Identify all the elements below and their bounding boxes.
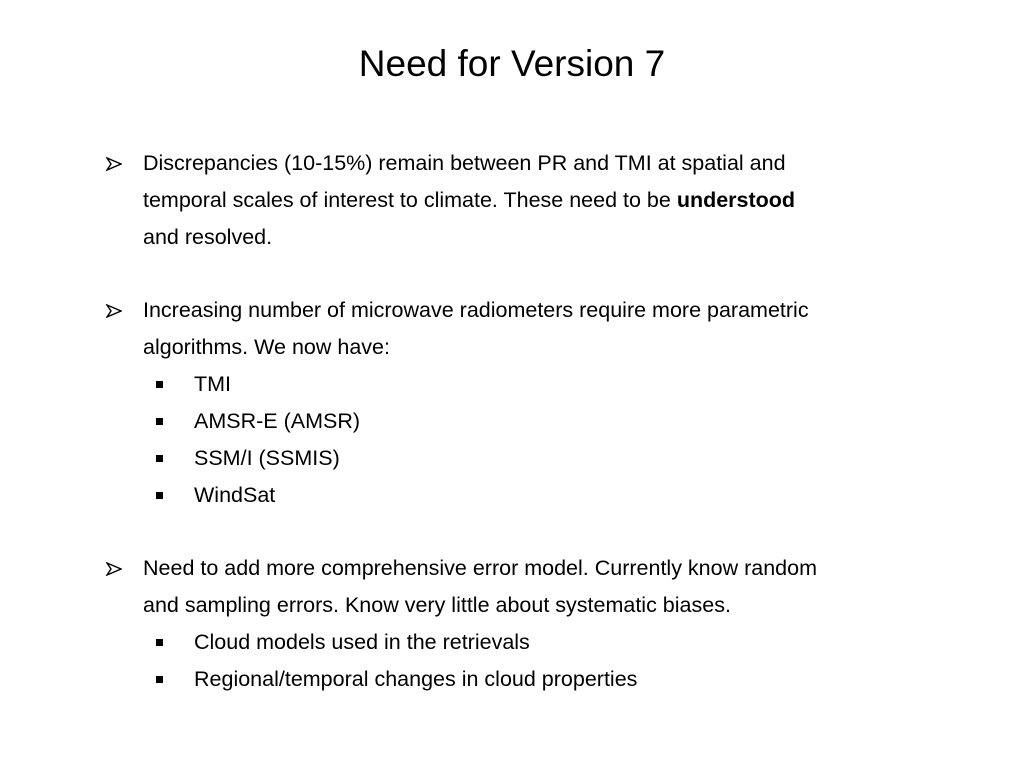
bullet-text xyxy=(143,550,964,624)
sub-item-tmi xyxy=(156,366,956,403)
bullet-text xyxy=(143,145,964,256)
square-bullet-icon xyxy=(156,381,163,388)
sub-item-amsr-e xyxy=(156,403,956,440)
bullet-discrepancies xyxy=(104,145,964,256)
bullet-text xyxy=(143,292,964,366)
sub-item-text: Cloud models used in the retrievals xyxy=(194,630,530,654)
bullet-line: and resolved. xyxy=(143,225,273,249)
slide-title: Need for Version 7 xyxy=(358,43,666,84)
square-bullet-icon xyxy=(156,418,163,425)
bullet-line: algorithms. We now have: xyxy=(143,335,390,359)
bullet-error-model xyxy=(104,550,964,624)
bullet-line: Discrepancies (10-15%) remain between PR and TMI at spatial and xyxy=(143,151,786,175)
bullet-line-text: temporal scales of interest to climate. These need to be xyxy=(143,188,677,212)
sub-item-text: AMSR-E (AMSR) xyxy=(194,409,361,433)
sub-item-ssmi xyxy=(156,440,956,477)
sub-item-text: SSM/I (SSMIS) xyxy=(194,446,340,470)
square-bullet-icon xyxy=(156,455,163,462)
square-bullet-icon xyxy=(156,639,163,646)
sub-item-windsat xyxy=(156,477,956,514)
bullet-line xyxy=(143,182,964,219)
square-bullet-icon xyxy=(156,676,163,683)
arrowhead-bullet-icon xyxy=(104,292,128,329)
bullet-radiometers xyxy=(104,292,964,366)
bullet-line: Increasing number of microwave radiometers require more parametric xyxy=(143,298,809,322)
sub-item-cloud-models xyxy=(156,624,956,661)
emphasis-word: understood xyxy=(676,188,796,212)
sub-item-text: TMI xyxy=(194,372,232,396)
sub-item-cloud-properties xyxy=(156,661,956,698)
arrowhead-bullet-icon xyxy=(104,145,128,182)
sub-item-text: WindSat xyxy=(194,483,276,507)
bullet-line: Need to add more comprehensive error model. Currently know random xyxy=(143,556,817,580)
square-bullet-icon xyxy=(156,492,163,499)
sub-item-text: Regional/temporal changes in cloud properties xyxy=(194,667,638,691)
bullet-line: and sampling errors. Know very little about systematic biases. xyxy=(143,593,731,617)
arrowhead-bullet-icon xyxy=(104,550,128,587)
